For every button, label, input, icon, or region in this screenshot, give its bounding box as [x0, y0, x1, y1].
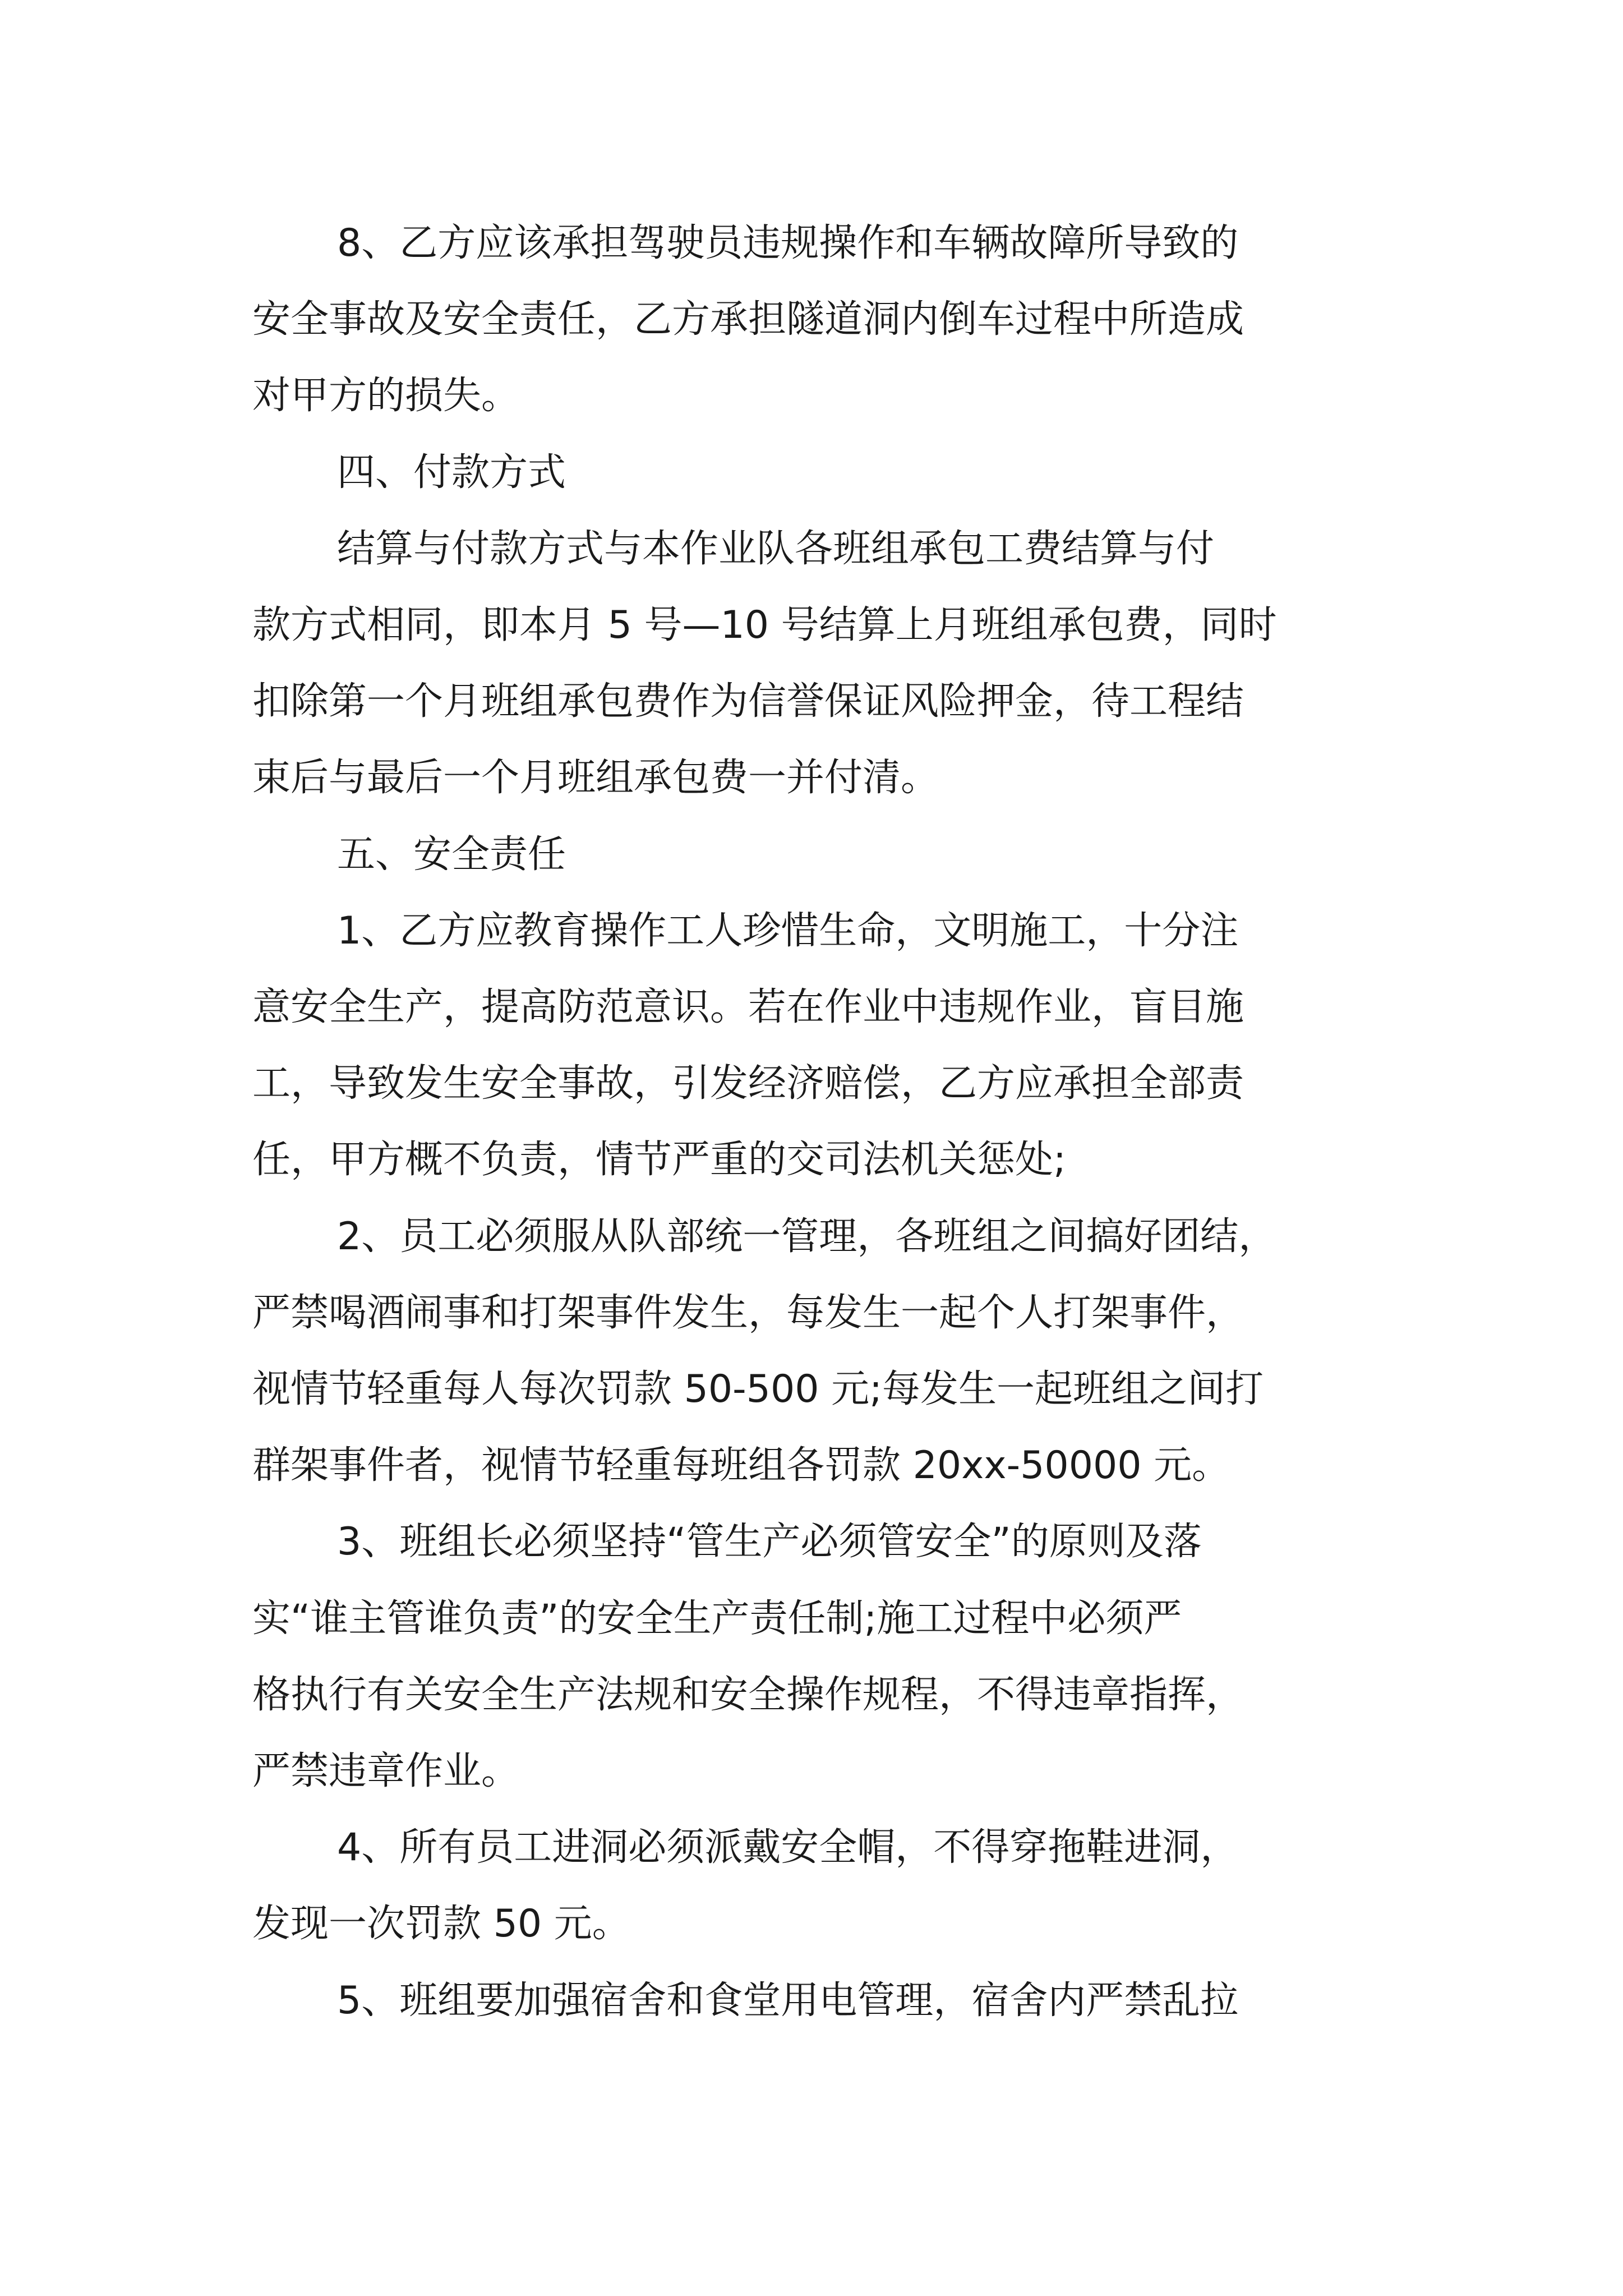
- safety-item-1-line-4: 任，甲方概不负责，情节严重的交司法机关惩处;: [252, 1138, 1066, 1182]
- safety-item-1-line-3: 工，导致发生安全事故，引发经济赔偿，乙方应承担全部责: [252, 1061, 1244, 1106]
- safety-item-4-line-2: 发现一次罚款 50 元。: [252, 1902, 630, 1946]
- safety-item-2-line-4: 群架事件者，视情节轻重每班组各罚款 20xx-50000 元。: [252, 1443, 1230, 1488]
- safety-item-1-line-1: 1、乙方应教育操作工人珍惜生命，文明施工，十分注: [337, 909, 1239, 953]
- safety-item-3-line-2: 实“谁主管谁负责”的安全生产责任制;施工过程中必须严: [252, 1596, 1182, 1641]
- safety-item-2-line-1: 2、员工必须服从队部统一管理，各班组之间搞好团结，: [337, 1214, 1277, 1259]
- safety-item-5-line-1: 5、班组要加强宿舍和食堂用电管理，宿舍内严禁乱拉: [337, 1978, 1239, 2023]
- paragraph-8-line-2: 安全事故及安全责任，乙方承担隧道洞内倒车过程中所造成: [252, 297, 1244, 342]
- payment-line-2: 款方式相同，即本月 5 号—10 号结算上月班组承包费，同时: [252, 603, 1277, 647]
- safety-item-4-line-1: 4、所有员工进洞必须派戴安全帽，不得穿拖鞋进洞，: [337, 1825, 1239, 1870]
- safety-item-3-line-1: 3、班组长必须坚持“管生产必须管安全”的原则及落: [337, 1520, 1202, 1564]
- section-heading-payment: 四、付款方式: [337, 450, 566, 495]
- paragraph-8-line-1: 8、乙方应该承担驾驶员违规操作和车辆故障所导致的: [337, 221, 1239, 265]
- section-heading-safety: 五、安全责任: [337, 832, 566, 877]
- payment-line-3: 扣除第一个月班组承包费作为信誉保证风险押金，待工程结: [252, 679, 1244, 724]
- payment-line-1: 结算与付款方式与本作业队各班组承包工费结算与付: [337, 527, 1215, 571]
- paragraph-8-line-3: 对甲方的损失。: [252, 374, 520, 418]
- payment-line-4: 束后与最后一个月班组承包费一并付清。: [252, 756, 939, 800]
- safety-item-2-line-2: 严禁喝酒闹事和打架事件发生，每发生一起个人打架事件，: [252, 1291, 1244, 1335]
- safety-item-1-line-2: 意安全生产，提高防范意识。若在作业中违规作业，盲目施: [252, 985, 1244, 1029]
- safety-item-3-line-4: 严禁违章作业。: [252, 1749, 520, 1793]
- safety-item-3-line-3: 格执行有关安全生产法规和安全操作规程，不得违章指挥，: [252, 1673, 1244, 1717]
- safety-item-2-line-3: 视情节轻重每人每次罚款 50-500 元;每发生一起班组之间打: [252, 1367, 1264, 1411]
